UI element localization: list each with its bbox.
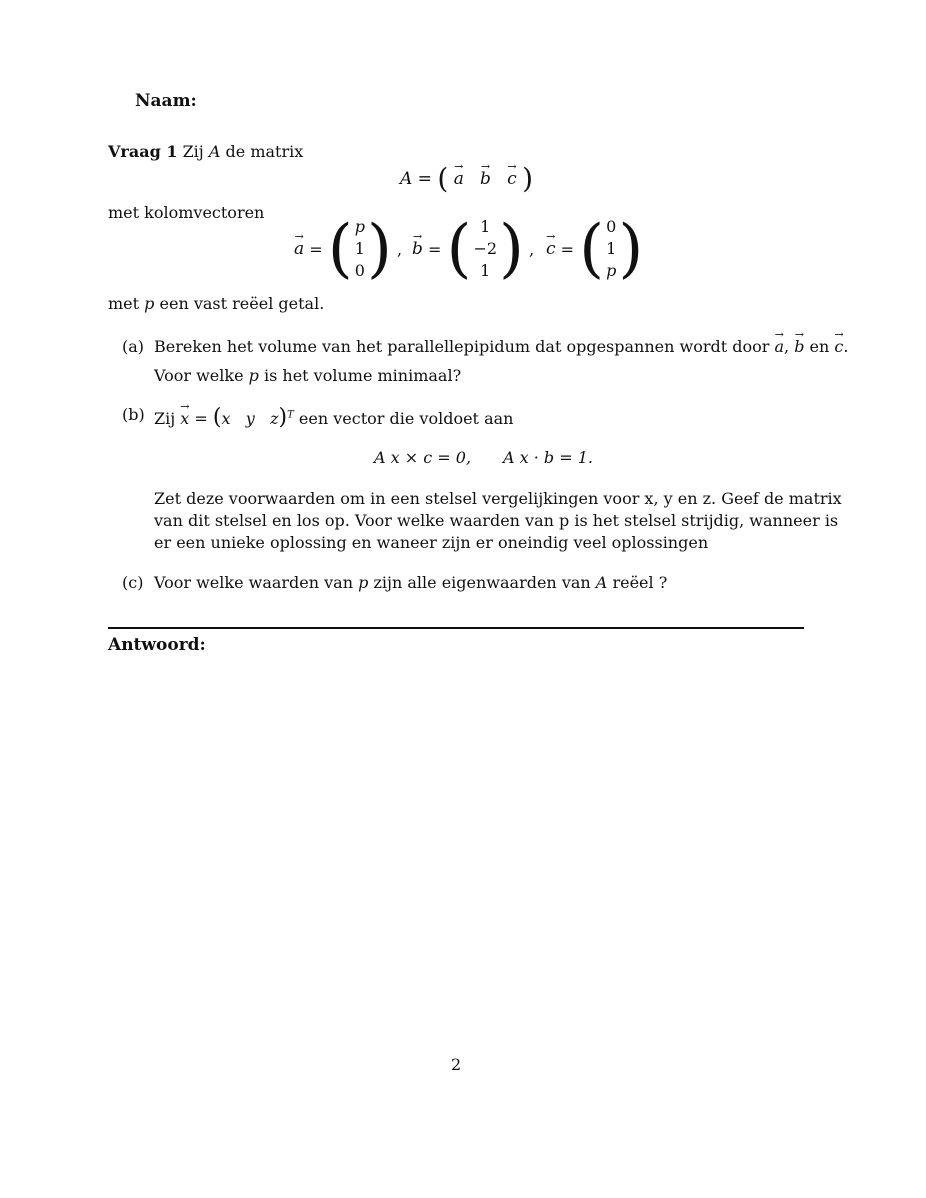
part-b-text3: er een unieke oplossing en waneer zijn er oneindig veel oplossingen	[154, 533, 709, 552]
vec-c: → c	[507, 169, 517, 189]
part-b-text2: van dit stelsel en los op. Voor welke waarden van p is het stelsel strijdig, wanneer is	[154, 511, 839, 530]
intro-text: Zij	[182, 142, 204, 161]
part-c-text: Voor welke waarden van p zijn alle eigenwaarden van A reëel ?	[154, 573, 668, 592]
question-title: Vraag 1	[108, 142, 178, 161]
part-b-label: (b)	[122, 405, 145, 424]
part-a-line1: Bereken het volume van het parallellepipidum dat opgespannen wordt door → a, → b en → c.	[154, 337, 848, 356]
vector-c-def: → c = ( 0 1 p )	[546, 216, 643, 282]
part-b-intro: Zij → x = (x y z)$^T$ een vector die voldoet aan	[154, 405, 513, 430]
question-intro: Vraag 1 Zij A de matrix	[108, 142, 304, 161]
vector-a-def: → a = ( p 1 0 ) ,	[294, 216, 402, 282]
columns-label: met kolomvectoren	[108, 203, 265, 222]
name-label: Naam:	[135, 91, 197, 111]
part-a-line2: Voor welke p is het volume minimaal?	[154, 366, 462, 385]
page-number: 2	[451, 1055, 462, 1074]
vec-a: → a	[454, 169, 464, 189]
vector-b-def: → b = ( 1 −2 1 ) ,	[412, 216, 534, 282]
part-b-text1: Zet deze voorwaarden om in een stelsel vergelijkingen voor x, y en z. Geef de matrix	[154, 489, 842, 508]
equation-dot: A x · b = 1.	[503, 448, 594, 467]
answer-label: Antwoord:	[108, 635, 206, 655]
divider-rule	[108, 627, 804, 629]
part-c-label: (c)	[122, 573, 144, 592]
p-note: met p een vast reëel getal.	[108, 294, 325, 313]
vec-b: → b	[480, 169, 491, 189]
part-a-label: (a)	[122, 337, 145, 356]
matrix-definition: A = ( → a → b → c )	[400, 162, 533, 195]
equation-cross: A x × c = 0,	[374, 448, 472, 467]
